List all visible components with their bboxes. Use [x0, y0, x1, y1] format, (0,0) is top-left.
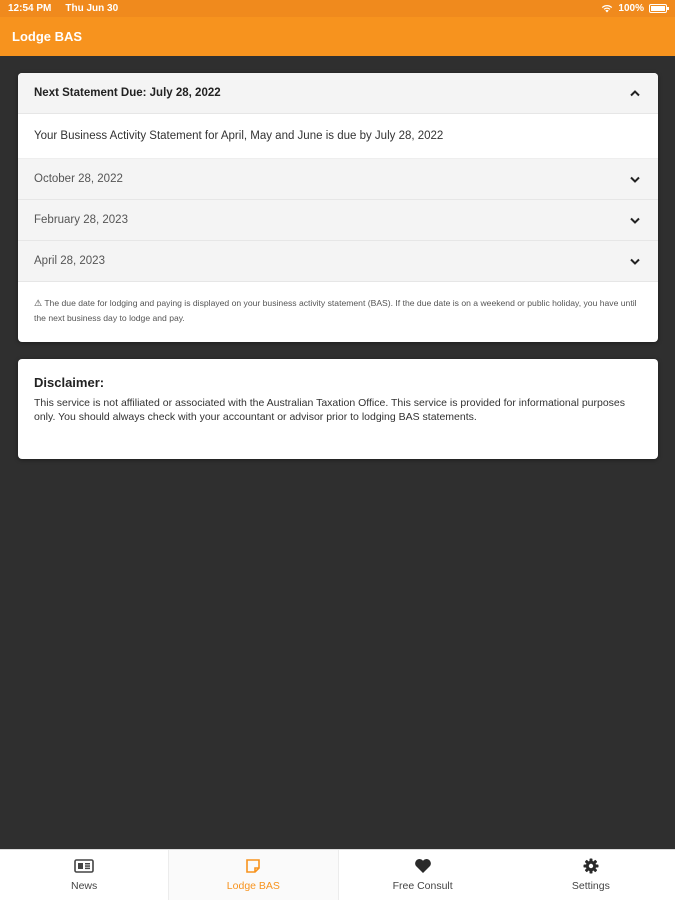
status-time: 12:54 PM — [8, 3, 52, 14]
tab-bar — [0, 849, 675, 900]
chevron-down-icon[interactable] — [628, 254, 642, 268]
nav-bar — [0, 17, 675, 56]
accordion-item-february[interactable] — [18, 200, 658, 241]
warning-icon: ⚠ — [34, 298, 43, 308]
disclaimer-heading: Disclaimer: — [34, 375, 105, 390]
status-right — [601, 3, 667, 14]
chevron-down-icon[interactable] — [628, 172, 642, 186]
accordion-next-statement-body: Your Business Activity Statement for April, May and June is due by July 28, 2022 — [18, 114, 658, 159]
disclaimer-text: This service is not affiliated or associated with the Australian Taxation Office. This service is provided for informational purposes only. You should always check with your accountant or advisor prior to lodging BAS statements. — [34, 397, 626, 423]
tab-settings[interactable] — [507, 850, 675, 900]
accordion-item-october[interactable] — [18, 159, 658, 200]
tab-free-consult[interactable] — [339, 850, 507, 900]
accordion-item-label: October 28, 2022 — [34, 173, 123, 185]
heart-icon — [413, 858, 433, 874]
page-title: Lodge BAS — [12, 29, 83, 44]
tab-settings-label: Settings — [571, 880, 610, 892]
status-bar — [0, 0, 675, 17]
tab-news[interactable] — [0, 850, 168, 900]
accordion-next-statement-title: Next Statement Due: July 28, 2022 — [34, 87, 221, 99]
chevron-up-icon[interactable] — [628, 86, 642, 100]
newspaper-icon — [74, 858, 94, 874]
chevron-down-icon[interactable] — [628, 213, 642, 227]
due-date-note-text: The due date for lodging and paying is displayed on your business activity statement (BAS). If the due date is on a weekend or public holiday, you have until the next business day to lodge and pay. — [34, 298, 637, 323]
disclaimer-card — [18, 359, 658, 459]
status-date: Thu Jun 30 — [65, 3, 119, 14]
accordion-item-label: February 28, 2023 — [34, 214, 128, 226]
tab-news-label: News — [70, 880, 98, 892]
wifi-icon — [601, 4, 613, 13]
battery-percent: 100% — [618, 3, 644, 14]
accordion-next-statement[interactable] — [18, 73, 658, 114]
tab-lodge-bas-label: Lodge BAS — [226, 880, 280, 892]
battery-icon — [649, 4, 667, 13]
gear-icon — [581, 858, 601, 874]
due-dates-card — [18, 73, 658, 342]
edit-note-icon — [243, 858, 263, 874]
tab-free-consult-label: Free Consult — [392, 880, 453, 892]
accordion-item-label: April 28, 2023 — [34, 255, 105, 267]
tab-lodge-bas[interactable] — [168, 850, 338, 900]
due-date-note — [18, 282, 658, 326]
accordion-item-april[interactable] — [18, 241, 658, 282]
